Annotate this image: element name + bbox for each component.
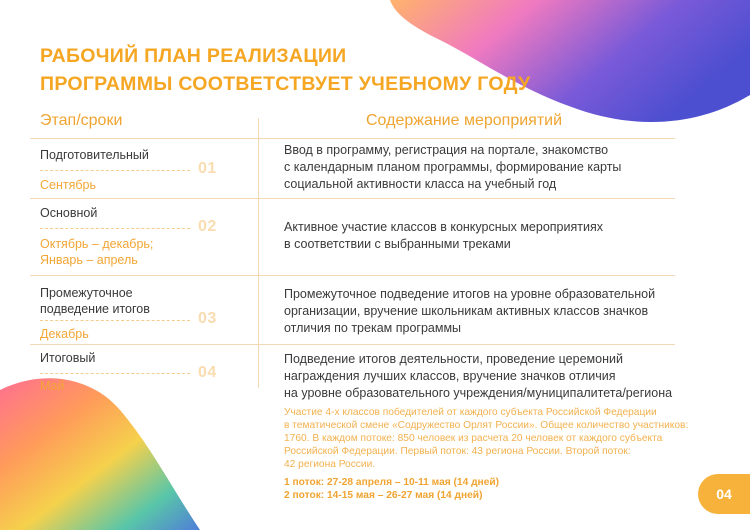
stage-name-line: Промежуточное [40,286,133,300]
column-header-content: Содержание мероприятий [366,112,563,129]
stage-content [284,142,684,193]
page-title-line-1: РАБОЧИЙ ПЛАН РЕАЛИЗАЦИИ [40,45,347,67]
column-header-stage: Этап/сроки [40,112,123,129]
content-line: Активное участие классов в конкурсных мероприятиях [284,220,603,234]
participation-note [284,406,716,471]
page-title [40,42,530,98]
row-divider [30,138,675,139]
stage-number: 03 [198,310,217,327]
stage-content [284,219,684,253]
page-number-badge [698,474,750,514]
decorative-gradient-bottom [0,370,210,530]
stage-period: Сентябрь [40,178,96,192]
flow-2: 2 поток: 14-15 мая – 26-27 мая (14 дней) [284,490,483,501]
stage-name: Итоговый [40,351,96,365]
dashed-connector [40,320,190,321]
note-line: в тематической смене «Содружество Орлят России». Общее количество участников: [284,420,689,431]
column-divider [258,118,259,388]
content-line: Промежуточное подведение итогов на уровне образовательной [284,287,656,301]
content-line: Подведение итогов деятельности, проведение церемоний [284,352,623,366]
dashed-connector [40,228,190,229]
stage-number: 02 [198,218,217,235]
dashed-connector [40,170,190,171]
page-number: 04 [716,486,732,502]
stage-name-line: подведение итогов [40,302,150,316]
stage-name: Подготовительный [40,148,149,162]
note-line: Участие 4-х классов победителей от каждого субъекта Российской Федерации [284,407,657,418]
row-divider [30,198,675,199]
stage-period: Май [40,379,65,393]
content-line: на уровне образовательного учреждения/муниципалитета/региона [284,386,673,400]
note-line: 1760. В каждом потоке: 850 человек из расчета 20 человек от каждого субъекта [284,433,663,444]
stage-number: 01 [198,160,217,177]
period-line: Январь – апрель [40,253,138,267]
note-line: Российской Федерации. Первый поток: 43 региона России. Второй поток: [284,446,631,457]
stage-content [284,351,704,402]
period-line: Октябрь – декабрь; [40,237,154,251]
content-line: с календарным планом программы, формирование карты [284,160,622,174]
page-title-line-2: ПРОГРАММЫ СООТВЕТСТВУЕТ УЧЕБНОМУ ГОДУ [40,73,531,95]
flow-1: 1 поток: 27-28 апреля – 10-11 мая (14 дней) [284,477,500,488]
content-line: отличия по трекам программы [284,321,462,335]
dashed-connector [40,373,190,374]
row-divider [30,344,675,345]
stage-number: 04 [198,364,217,381]
content-line: социальной активности класса на учебный год [284,177,557,191]
content-line: организации, вручение школьникам активных классов значков [284,304,649,318]
stage-content [284,286,684,337]
stage-name: Основной [40,206,98,220]
content-line: в соответствии с выбранными треками [284,237,511,251]
note-line: 42 региона России. [284,459,376,470]
content-line: награждения лучших классов, вручение значков отличия [284,369,616,383]
stage-period: Декабрь [40,327,89,341]
row-divider [30,275,675,276]
stage-period [40,236,153,268]
stage-name [40,285,150,317]
content-line: Ввод в программу, регистрация на портале, знакомство [284,143,609,157]
